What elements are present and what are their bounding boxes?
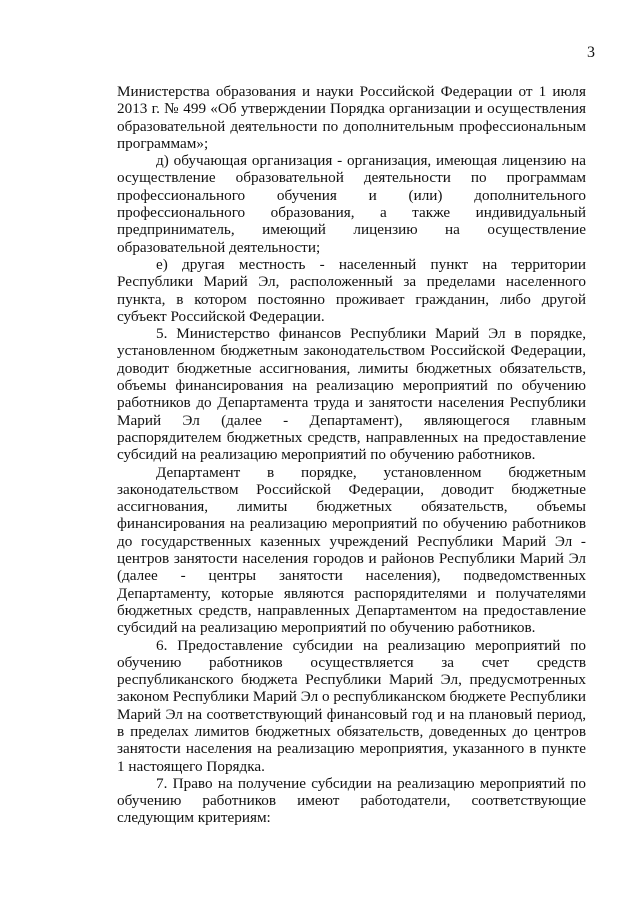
paragraph-continuation: Министерства образования и науки Российской Федерации от 1 июля 2013 г. № 499 «Об утверждении Порядка организации и осуществления образовательной деятельности по дополнительным профессиональным программам»; [117,83,586,152]
page-number: 3 [587,44,595,61]
paragraph-section-6: 6. Предоставление субсидии на реализацию мероприятий по обучению работников осуществляется за счет средств республиканского бюджета Республики Марий Эл, предусмотренных законом Республики Марий Эл о республиканском бюджете Республики Марий Эл на соответствующий финансовый год и на плановый период, в пределах лимитов бюджетных обязательств, доведенных до центров занятости населения на реализацию мероприятия, указанного в пункте 1 настоящего Порядка. [117,636,586,775]
paragraph-department: Департамент в порядке, установленном бюджетным законодательством Российской Федерации, доводит бюджетные ассигнования, лимиты бюджетных обязательств, объемы финансирования на реализацию мероприятий по обучению работников до государственных казенных учреждений Республики Марий Эл - центров занятости населения городов и районов Республики Марий Эл (далее - центры занятости населения), подведомственных Департаменту, которые являются распорядителями и получателями бюджетных средств, направленных Департаментом на предоставление субсидий на реализацию мероприятий по обучению работников. [117,463,586,637]
paragraph-section-5: 5. Министерство финансов Республики Марий Эл в порядке, установленном бюджетным законодательством Российской Федерации, доводит бюджетные ассигнования, лимиты бюджетных обязательств, объемы финансирования на реализацию мероприятий по обучению работников до Департамента труда и занятости населения Республики Марий Эл (далее - Департамент), являющегося главным распорядителем бюджетных средств, направленных на предоставление субсидий на реализацию мероприятий по обучению работников. [117,325,586,464]
paragraph-section-7: 7. Право на получение субсидии на реализацию мероприятий по обучению работников имеют работодатели, соответствующие следующим критериям: [117,774,586,827]
document-body [117,83,586,827]
paragraph-item-e: е) другая местность - населенный пункт на территории Республики Марий Эл, расположенный за пределами населенного пункта, в котором постоянно проживает гражданин, либо другой субъект Российской Федерации. [117,255,586,325]
paragraph-item-d: д) обучающая организация - организация, имеющая лицензию на осуществление образовательной деятельности по программам профессионального обучения и (или) дополнительного профессионального образования, а также индивидуальный предприниматель, имеющий лицензию на осуществление образовательной деятельности; [117,152,586,256]
